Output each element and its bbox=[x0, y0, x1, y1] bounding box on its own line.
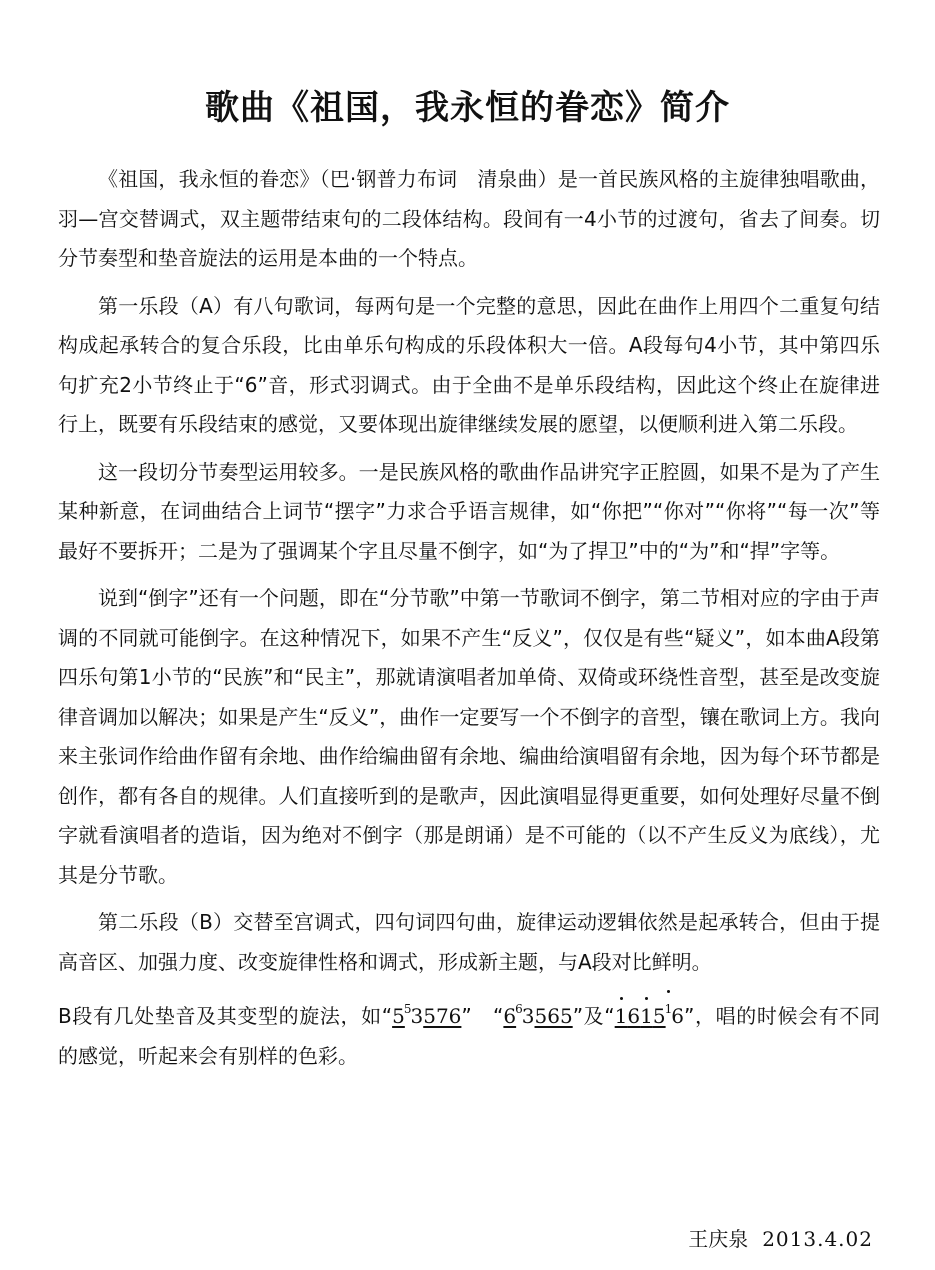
paragraph-tone-inversion: 说到“倒字”还有一个问题，即在“分节歌”中第一节歌词不倒字，第二节相对应的字由于声调的不同就可能倒字。在这种情况下，如果不产生“反义”，仅仅是有些“疑义”，如本曲A段第四乐句第1小节的“民族”和“民主”，那就请演唱者加单倚、双倚或环绕性音型，甚至是改变旋律音调加以解决；如果是产生“反义”，曲作一定要写一个不倒字的音型，镶在歌词上方。我向来主张词作给曲作留有余地、曲作给编曲留有余地、编曲给演唱留有余地，因为每个环节都是创作，都有各自的规律。人们直接听到的是歌声，因此演唱显得更重要，如何处理好尽量不倒字就看演唱者的造诣，因为绝对不倒字（那是朗诵）是不可能的（以不产生反义为底线），尤其是分节歌。 bbox=[58, 586, 880, 887]
note: 6 bbox=[503, 1004, 517, 1028]
document-title: 歌曲《祖国，我永恒的眷恋》简介 bbox=[205, 88, 730, 128]
note: 5 bbox=[392, 1004, 405, 1028]
paragraph-syncopation: 这一段切分节奏型运用较多。一是民族风格的歌曲作品讲究字正腔圆，如果不是为了产生某种新意，在词曲结合上词节“摆字”力求合乎语言规律，如“你把”“你对”“你将”“每一次”等最好不要拆开；二是为了强调某个字且尽量不倒字，如“为了捍卫”中的“为”和“捍”字等。 bbox=[58, 459, 880, 563]
document-body bbox=[58, 160, 880, 1084]
note-group: 576 bbox=[423, 1004, 462, 1028]
notation-lead-text: B段有几处垫音及其变型的旋法，如“ bbox=[58, 1004, 393, 1028]
jianpu-notation-1 bbox=[392, 990, 461, 1037]
grace-note: 5 bbox=[403, 1002, 412, 1016]
note: 5 bbox=[652, 1004, 666, 1028]
grace-note: 1 bbox=[665, 990, 673, 1030]
paragraph-notation bbox=[58, 990, 880, 1076]
grace-note: 6 bbox=[515, 1002, 523, 1016]
signature-date: 2013.4.02 bbox=[762, 1227, 873, 1251]
note: 3 bbox=[521, 1004, 535, 1028]
note: 6 bbox=[627, 1004, 641, 1028]
note-high: 1 bbox=[640, 997, 653, 1037]
note-high: 1 bbox=[615, 997, 628, 1037]
paragraph-intro: 《祖国，我永恒的眷恋》（巴·钢普力布词 清泉曲）是一首民族风格的主旋律独唱歌曲，羽—宫交替调式，双主题带结束句的二段体结构。段间有一4小节的过渡句，省去了间奏。切分节奏型和垫音旋法的运用是本曲的一个特点。 bbox=[58, 167, 880, 270]
signature bbox=[688, 1224, 873, 1254]
jianpu-notation-3 bbox=[615, 990, 684, 1037]
note: 6 bbox=[671, 1004, 684, 1028]
notation-tail-text: ”，唱的时候会有不同的感觉，听起来会有别样的色彩。 bbox=[58, 1004, 880, 1068]
notation-separator: ” “ bbox=[461, 1004, 504, 1028]
note: 3 bbox=[410, 1004, 424, 1028]
notation-separator: ”及“ bbox=[572, 1004, 615, 1028]
paragraph-section-b: 第二乐段（B）交替至宫调式，四句词四句曲，旋律运动逻辑依然是起承转合，但由于提高音区、加强力度、改变旋律性格和调式，形成新主题，与A段对比鲜明。 bbox=[58, 910, 880, 974]
note-group: 565 bbox=[534, 1004, 573, 1028]
jianpu-notation-2 bbox=[503, 990, 572, 1037]
author-name: 王庆泉 bbox=[688, 1227, 749, 1251]
paragraph-section-a: 第一乐段（A）有八句歌词，每两句是一个完整的意思，因此在曲作上用四个二重复句结构成起承转合的复合乐段，比由单乐句构成的乐段体积大一倍。A段每句4小节，其中第四乐句扩充2小节终止于“6”音，形式羽调式。由于全曲不是单乐段结构，因此这个终止在旋律进行上，既要有乐段结束的感觉，又要体现出旋律继续发展的愿望，以便顺利进入第二乐段。 bbox=[58, 293, 880, 436]
